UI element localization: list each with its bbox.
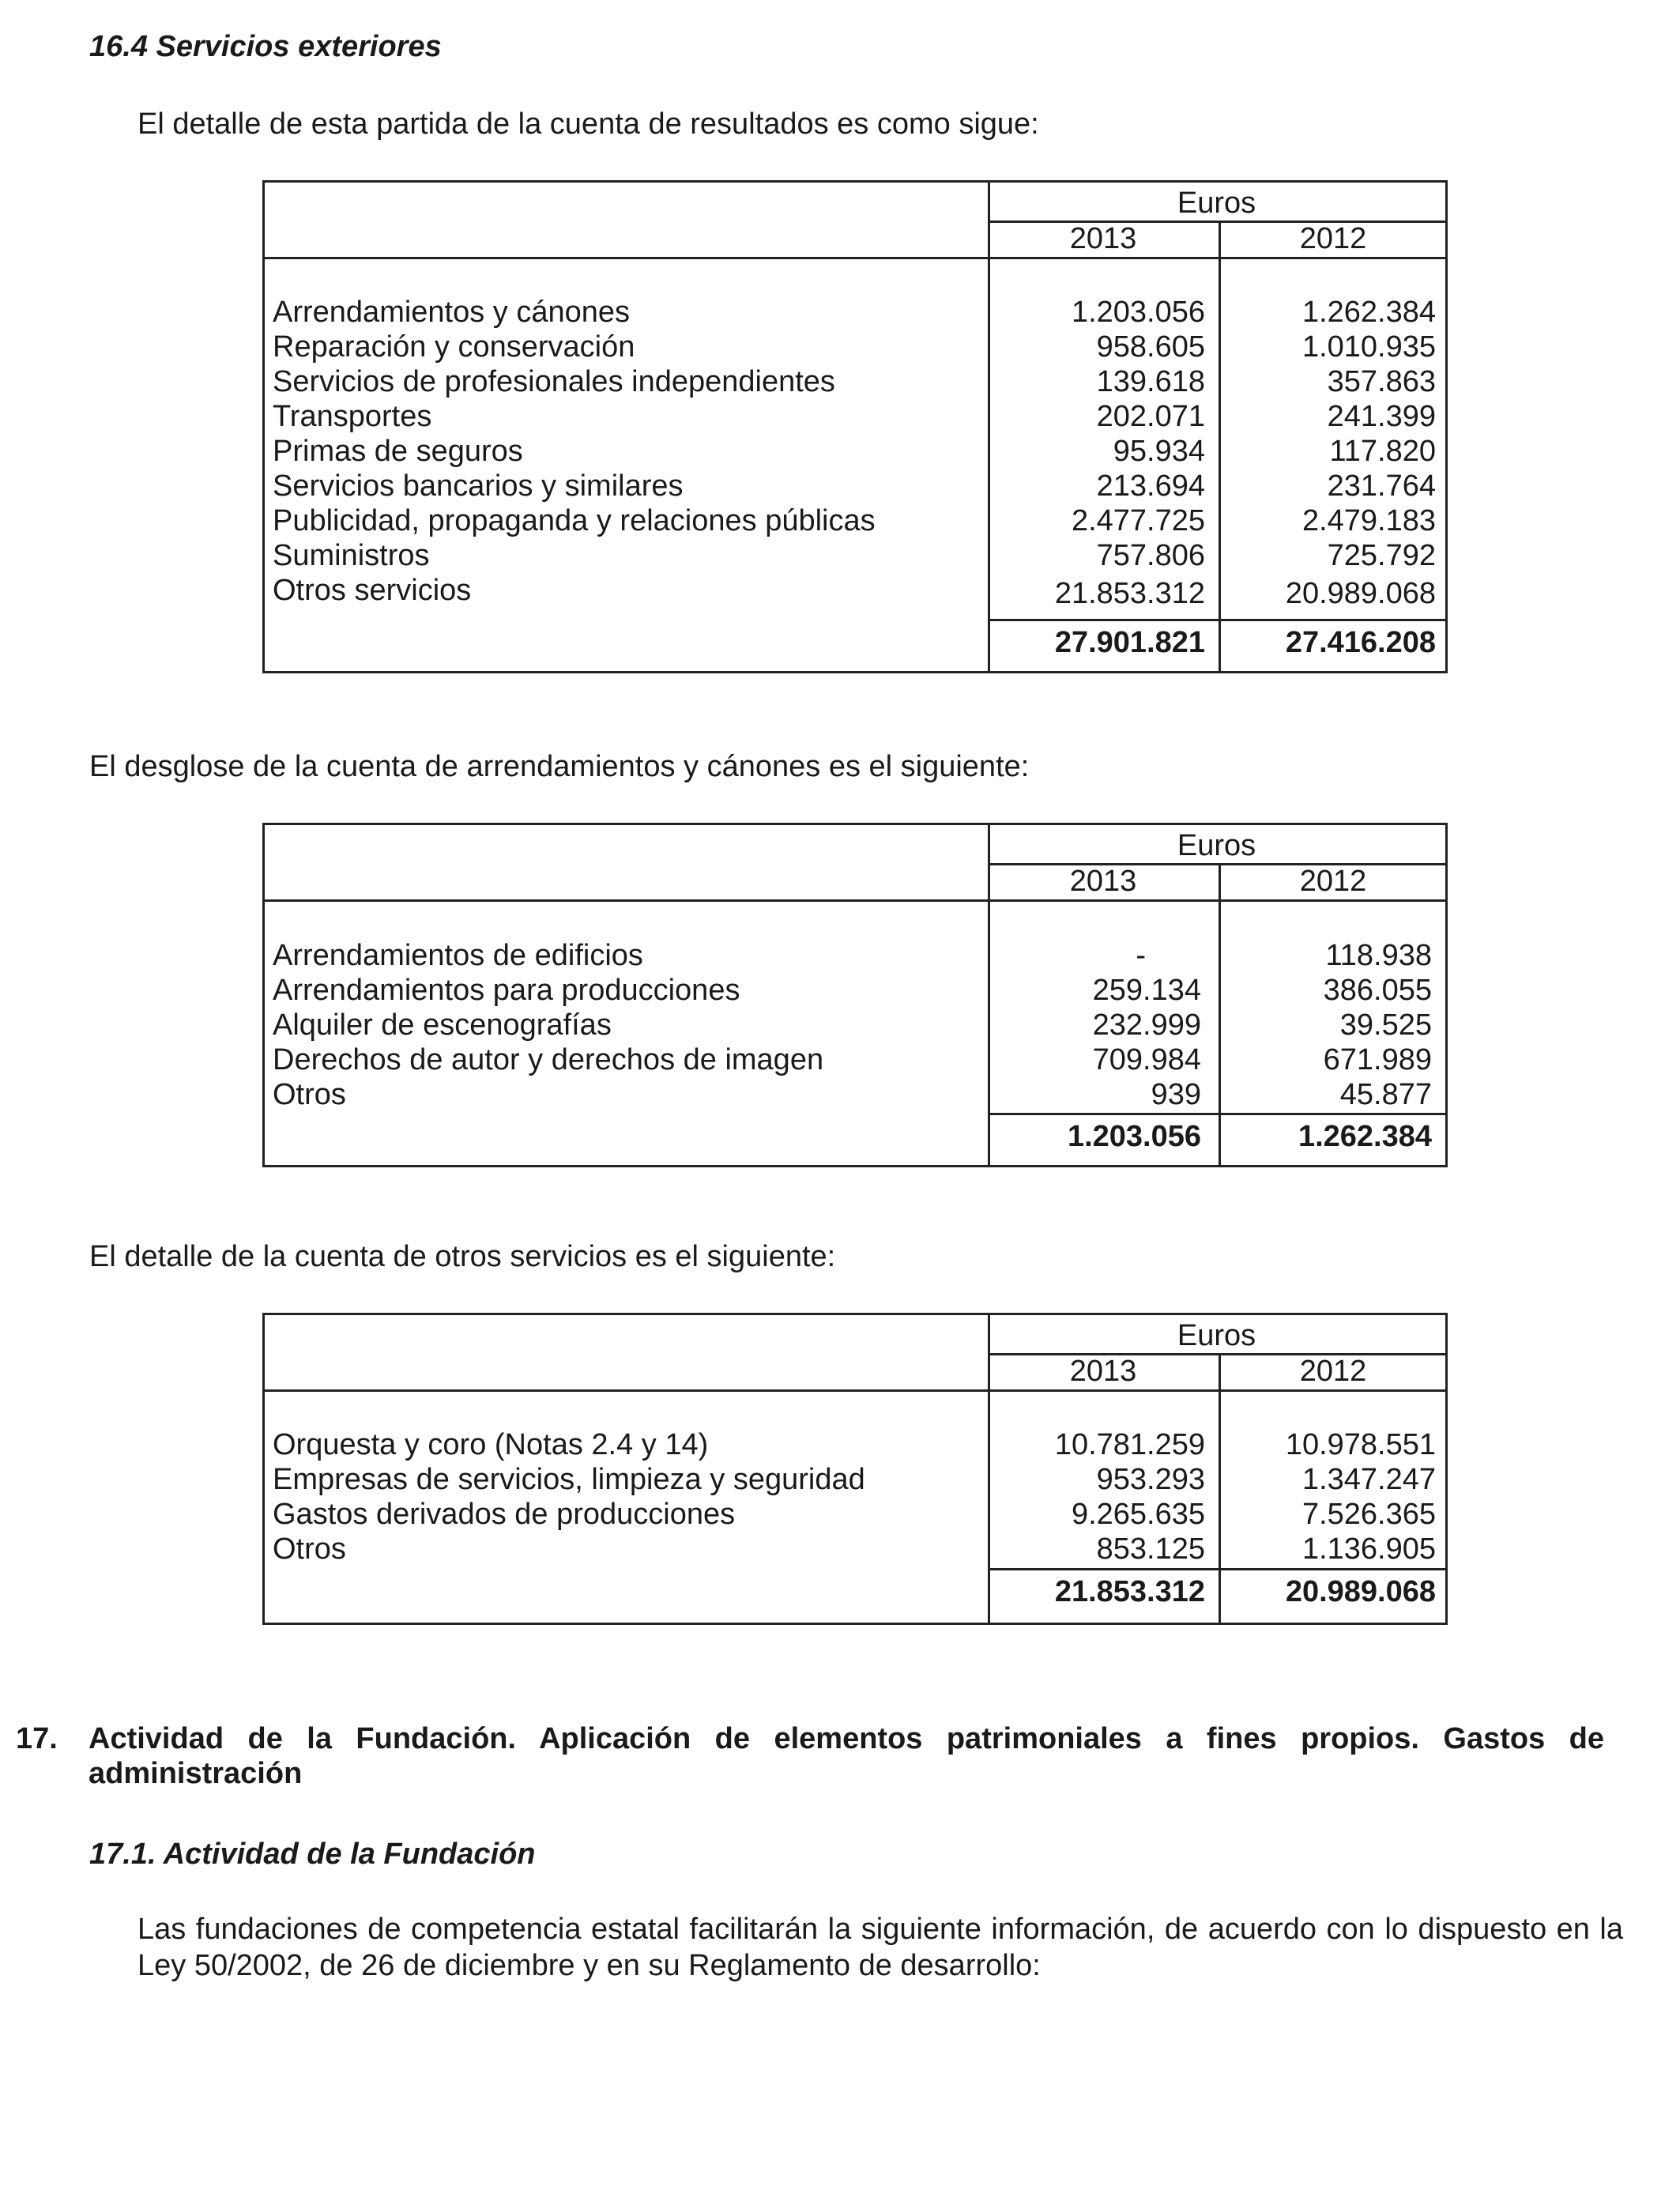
table-cell-2012: 357.863 xyxy=(1327,365,1436,398)
intro-paragraph-1: El detalle de esta partida de la cuenta de resultados es como sigue: xyxy=(137,107,1039,141)
table-row-label: Gastos derivados de producciones xyxy=(273,1498,736,1531)
table-total-2013: 1.203.056 xyxy=(1067,1120,1201,1153)
intro-paragraph-3: El detalle de la cuenta de otros servicios es el siguiente: xyxy=(89,1240,836,1273)
table-cell-2013: 9.265.635 xyxy=(1071,1498,1205,1531)
header-year-2013: 2013 xyxy=(1069,1355,1137,1388)
table-cell-2012: 45.877 xyxy=(1339,1078,1432,1111)
table-cell-2012: 2.479.183 xyxy=(1301,504,1436,537)
table-total-2012: 1.262.384 xyxy=(1298,1120,1432,1153)
table-cell-2013: 213.694 xyxy=(1096,469,1205,503)
table-cell-2012: 1.262.384 xyxy=(1301,296,1436,329)
paragraph-17-1: Las fundaciones de competencia estatal facilitarán la siguiente información, de acuerdo con lo dispuesto en la Ley 50/2002, de 26 de diciembre y en su Reglamento de desarrollo: xyxy=(137,1913,1623,1982)
table-row-label: Alquiler de escenografías xyxy=(273,1008,612,1042)
table-cell-2013: 853.125 xyxy=(1096,1532,1205,1566)
table-total-2013: 27.901.821 xyxy=(1054,626,1205,659)
table-cell-2012: 1.347.247 xyxy=(1301,1463,1436,1496)
table-cell-2012: 39.525 xyxy=(1339,1008,1432,1042)
header-rule xyxy=(265,257,1445,259)
table-cell-2012: 118.938 xyxy=(1325,939,1432,972)
table-cell-2012: 241.399 xyxy=(1327,400,1436,433)
header-rule xyxy=(265,1389,1445,1392)
table-cell-2012: 1.010.935 xyxy=(1301,330,1436,364)
table-row-label: Empresas de servicios, limpieza y seguridad xyxy=(273,1463,865,1496)
table-cell-2012: 386.055 xyxy=(1323,974,1432,1007)
table-row-label: Otros xyxy=(273,1078,346,1111)
header-year-2012: 2012 xyxy=(1299,1355,1367,1388)
table-cell-2013: 259.134 xyxy=(1092,974,1201,1007)
header-year-2012: 2012 xyxy=(1299,865,1367,898)
table-row-label: Servicios de profesionales independientes xyxy=(273,365,835,398)
table-row-label: Arrendamientos para producciones xyxy=(273,974,740,1007)
table-arrendamientos xyxy=(262,823,1448,1167)
intro-paragraph-2: El desglose de la cuenta de arrendamientos y cánones es el siguiente: xyxy=(89,750,1030,783)
total-rule xyxy=(988,619,1445,621)
table-cell-2012: 671.989 xyxy=(1323,1043,1432,1076)
table-cell-2013: 10.781.259 xyxy=(1054,1428,1205,1461)
table-cell-2012: 117.820 xyxy=(1329,435,1436,468)
table-cell-2013: 95.934 xyxy=(1113,435,1205,468)
sub-heading-17-1: 17.1. Actividad de la Fundación xyxy=(89,1838,536,1871)
table-row-label: Arrendamientos de edificios xyxy=(273,939,643,972)
total-rule xyxy=(988,1113,1445,1115)
table-row-label: Otros xyxy=(273,1532,346,1566)
header-euros: Euros xyxy=(988,825,1445,865)
table-total-2012: 20.989.068 xyxy=(1285,1575,1436,1608)
table-row-label: Orquesta y coro (Notas 2.4 y 14) xyxy=(273,1428,709,1461)
header-euros: Euros xyxy=(988,183,1445,223)
table-total-2013: 21.853.312 xyxy=(1054,1575,1205,1608)
header-year-2013: 2013 xyxy=(1069,865,1137,898)
table-row-label: Primas de seguros xyxy=(273,435,523,468)
table-cell-2013: 757.806 xyxy=(1096,539,1205,572)
total-rule xyxy=(988,1568,1445,1570)
table-row-label: Otros servicios xyxy=(273,574,472,607)
table-row-label: Publicidad, propaganda y relaciones públicas xyxy=(273,504,876,537)
table-cell-2013: 139.618 xyxy=(1096,365,1205,398)
table-cell-2012: 20.989.068 xyxy=(1285,577,1436,610)
table-cell-2013: 1.203.056 xyxy=(1071,296,1205,329)
table-cell-2013: 939 xyxy=(1151,1078,1201,1111)
table-row-label: Servicios bancarios y similares xyxy=(273,469,684,503)
table-row-label: Arrendamientos y cánones xyxy=(273,296,631,329)
table-cell-2012: 1.136.905 xyxy=(1301,1532,1436,1566)
table-otros-servicios xyxy=(262,1313,1448,1625)
table-cell-2013: 202.071 xyxy=(1096,400,1205,433)
table-cell-2012: 7.526.365 xyxy=(1301,1498,1436,1531)
table-row-label: Reparación y conservación xyxy=(273,330,635,364)
table-cell-2013: 953.293 xyxy=(1096,1463,1205,1496)
header-rule xyxy=(265,899,1445,902)
header-year-2012: 2012 xyxy=(1299,222,1367,255)
table-row-label: Derechos de autor y derechos de imagen xyxy=(273,1043,824,1076)
table-cell-2012: 725.792 xyxy=(1327,539,1436,572)
table-cell-2013: 709.984 xyxy=(1092,1043,1201,1076)
table-cell-2012: 10.978.551 xyxy=(1285,1428,1436,1461)
table-cell-2013: 21.853.312 xyxy=(1054,577,1205,610)
table-cell-2013: 232.999 xyxy=(1092,1008,1201,1042)
table-row-label: Suministros xyxy=(273,539,430,572)
section-heading-16-4: 16.4 Servicios exteriores xyxy=(89,30,442,63)
table-row-label: Transportes xyxy=(273,400,432,433)
section-number: 17. xyxy=(16,1722,58,1755)
table-servicios-exteriores xyxy=(262,180,1448,673)
section-title: Actividad de la Fundación. Aplicación de elementos patrimoniales a fines propios. Gastos de administración xyxy=(89,1722,1604,1790)
header-year-2013: 2013 xyxy=(1069,222,1137,255)
table-cell-2012: 231.764 xyxy=(1327,469,1436,503)
table-cell-2013: - xyxy=(1136,939,1146,972)
header-euros: Euros xyxy=(988,1315,1445,1355)
table-cell-2013: 958.605 xyxy=(1096,330,1205,364)
table-cell-2013: 2.477.725 xyxy=(1071,504,1205,537)
table-total-2012: 27.416.208 xyxy=(1285,626,1436,659)
